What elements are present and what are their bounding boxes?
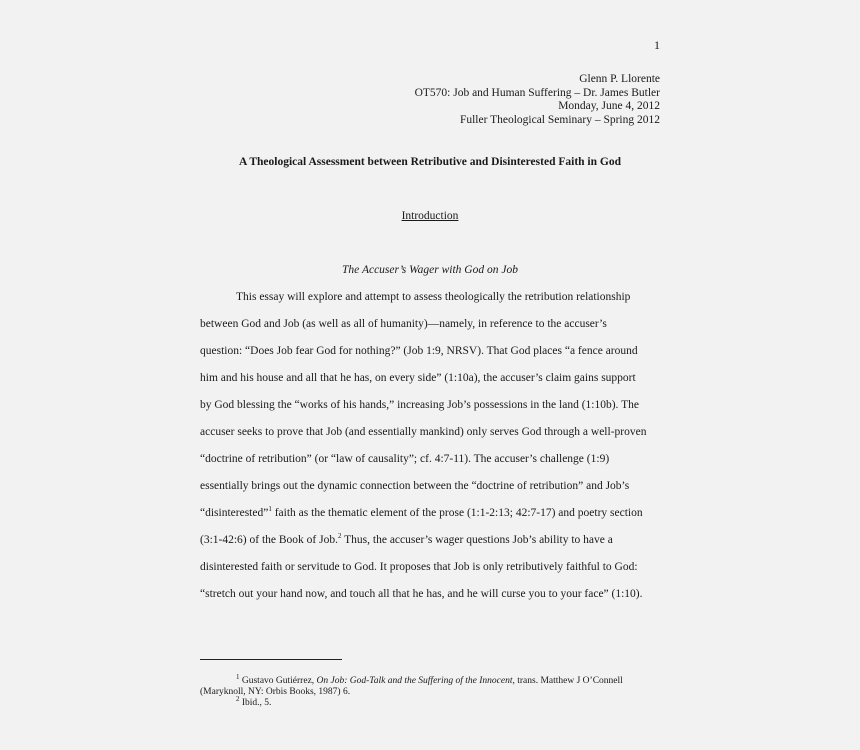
footnote-1 (236, 672, 623, 687)
body-text: faith as the thematic element of the prose (1:1-2:13; 42:7-17) and poetry section (271, 507, 643, 519)
body-line: essentially brings out the dynamic connection between the “doctrine of retribution” and Job’s (200, 480, 630, 492)
body-line: him and his house and all that he has, on every side” (1:10a), the accuser’s claim gains support (200, 372, 636, 384)
body-line: This essay will explore and attempt to assess theologically the retribution relationship (236, 291, 631, 303)
footnote-book-title: On Job: God-Talk and the Suffering of the Innocent (316, 676, 513, 686)
footnote-number: 2 (236, 694, 240, 703)
header-block (415, 73, 660, 128)
footnote-number: 1 (236, 672, 240, 681)
body-line: “doctrine of retribution” (or “law of causality”; cf. 4:7-11). The accuser’s challenge (1:9) (200, 453, 610, 465)
body-line: by God blessing the “works of his hands,” increasing Job’s possessions in the land (1:10b). The (200, 399, 639, 411)
body-text: “disinterested” (200, 507, 269, 519)
footnote-ref[interactable]: 2 (337, 532, 342, 541)
body-text: (3:1-42:6) of the Book of Job. (200, 534, 338, 546)
body-line (200, 507, 643, 519)
body-line: “stretch out your hand now, and touch all that he has, and he will curse you to your face” (1:10). (200, 588, 643, 600)
subheading-part: The Accuser (342, 264, 400, 276)
footnote-text: Gustavo Gutiérrez, (239, 676, 317, 686)
page-number: 1 (654, 38, 660, 52)
body-line (200, 534, 613, 546)
body-line: disinterested faith or servitude to God. It proposes that Job is only retributively faithful to God: (200, 561, 638, 573)
body-line: accuser seeks to prove that Job (and essentially mankind) only serves God through a well-proven (200, 426, 647, 438)
subheading-part: ’s (399, 264, 407, 276)
date: Monday, June 4, 2012 (558, 100, 660, 113)
footnote-2 (236, 694, 272, 709)
footnote-text: , trans. Matthew J O’Connell (512, 676, 623, 686)
footnote-ref[interactable]: 1 (268, 505, 272, 514)
section-heading: Introduction (401, 210, 459, 222)
body-line: question: “Does Job fear God for nothing?” (Job 1:9, NRSV). That God places “a fence around (200, 345, 638, 357)
body-line: between God and Job (as well as all of humanity)—namely, in reference to the accuser’s (200, 318, 607, 330)
footnote-divider (200, 659, 342, 660)
subsection-heading (0, 264, 860, 276)
body-text: Thus, the accuser’s wager questions Job’s ability to have a (341, 534, 613, 546)
course-name: OT570: Job and Human Suffering – Dr. James Butler (414, 86, 660, 99)
institution: Fuller Theological Seminary – Spring 2012 (459, 114, 660, 127)
paper-title: A Theological Assessment between Retributive and Disinterested Faith in God (239, 156, 621, 168)
footnote-1-continued: (Maryknoll, NY: Orbis Books, 1987) 6. (200, 687, 351, 697)
subheading-part: Wager with God on Job (406, 264, 518, 276)
footnote-text: Ibid., 5. (239, 698, 272, 708)
author-name: Glenn P. Llorente (579, 73, 660, 85)
